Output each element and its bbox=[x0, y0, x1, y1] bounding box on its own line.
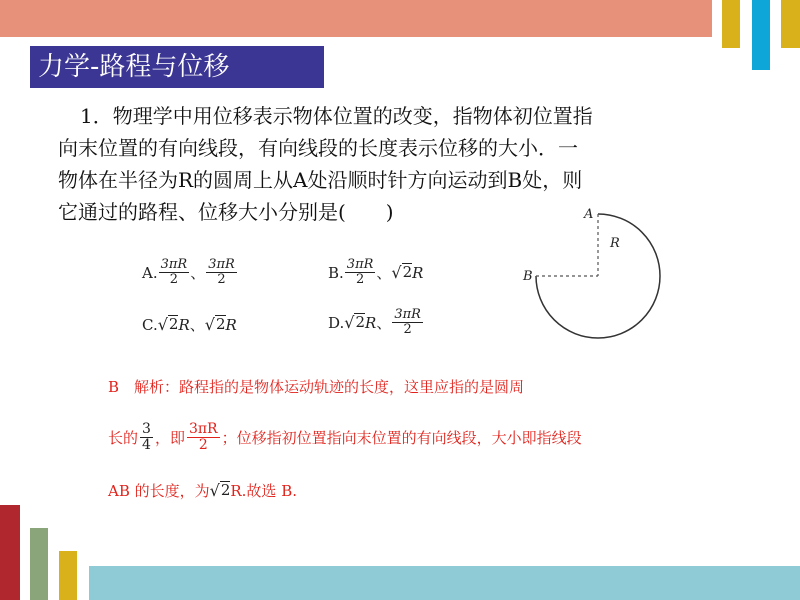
option-d[interactable] bbox=[328, 308, 424, 337]
option-c-suffix-2: R bbox=[225, 315, 237, 334]
circle-path-diagram bbox=[518, 200, 680, 346]
option-b-fraction: $\frac{3\pi R}{2}$ bbox=[346, 257, 374, 287]
option-c-separator: 、 bbox=[189, 316, 205, 334]
option-c-label: C. bbox=[142, 315, 158, 334]
option-c-sqrt-1: √ 2 bbox=[157, 315, 179, 334]
answer-line-3-prefix: AB 的长度，为 bbox=[108, 482, 210, 500]
answer-fraction-1: $\frac{3}{4}$ bbox=[142, 421, 151, 453]
answer-sqrt: √ 2 bbox=[209, 481, 231, 500]
option-c-sqrt-2: √ 2 bbox=[204, 315, 226, 334]
option-b[interactable] bbox=[328, 258, 423, 287]
point-b-label: B bbox=[523, 269, 533, 284]
option-c-suffix-1: R bbox=[178, 315, 190, 334]
option-d-sqrt: √ 2 bbox=[344, 313, 366, 332]
bottom-stripe-yellow bbox=[59, 551, 77, 600]
slide-title: 力学-路程与位移 bbox=[30, 46, 324, 88]
point-a-label: A bbox=[584, 207, 594, 222]
corner-stripe-blue bbox=[752, 0, 770, 70]
top-decoration-bar bbox=[0, 0, 712, 37]
bottom-decoration-bar bbox=[89, 566, 800, 600]
corner-stripe-yellow-2 bbox=[781, 0, 800, 48]
option-d-separator: 、 bbox=[376, 314, 392, 332]
option-d-fraction: $\frac{3\pi R}{2}$ bbox=[394, 307, 421, 337]
option-b-separator: 、 bbox=[376, 264, 392, 282]
option-a[interactable] bbox=[142, 258, 238, 287]
answer-line-1: B 解析：路程指的是物体运动轨迹的长度，这里应指的是圆周 bbox=[108, 378, 525, 396]
bottom-stripe-red bbox=[0, 505, 20, 600]
bottom-stripe-green bbox=[30, 528, 48, 600]
answer-line-3-suffix: R.故选 B. bbox=[230, 482, 297, 500]
answer-fraction-2: $\frac{3\pi R}{2}$ bbox=[188, 421, 218, 453]
answer-line-2-suffix: ；位移指初位置指向末位置的有向线段，大小即指线段 bbox=[221, 429, 582, 447]
question-line-4: 它通过的路程、位移大小分别是( ) bbox=[58, 200, 394, 224]
option-a-fraction-1: $\frac{3\pi R}{2}$ bbox=[160, 257, 188, 287]
answer-line-3 bbox=[108, 480, 297, 501]
answer-line-2-prefix: 长的 bbox=[108, 429, 139, 447]
question-line-3: 物体在半径为R的圆周上从A处沿顺时针方向运动到B处，则 bbox=[58, 168, 583, 192]
question-line-2: 向末位置的有向线段，有向线段的长度表示位移的大小．一 bbox=[58, 136, 578, 160]
answer-line-2-mid: ，即 bbox=[154, 429, 185, 447]
option-d-label: D. bbox=[328, 313, 345, 332]
option-a-label: A. bbox=[142, 263, 158, 282]
option-b-sqrt: √ 2 bbox=[391, 263, 413, 282]
question-line-1: 1．物理学中用位移表示物体位置的改变，指物体初位置指 bbox=[80, 104, 593, 128]
option-d-suffix: R bbox=[365, 313, 377, 332]
corner-stripe-yellow bbox=[722, 0, 740, 48]
option-a-separator: 、 bbox=[190, 264, 206, 282]
option-b-label: B. bbox=[328, 263, 344, 282]
option-b-suffix: R bbox=[412, 263, 424, 282]
radius-label: R bbox=[610, 236, 620, 251]
answer-line-2 bbox=[108, 422, 582, 453]
option-a-fraction-2: $\frac{3\pi R}{2}$ bbox=[208, 257, 235, 287]
option-c[interactable] bbox=[142, 314, 237, 335]
